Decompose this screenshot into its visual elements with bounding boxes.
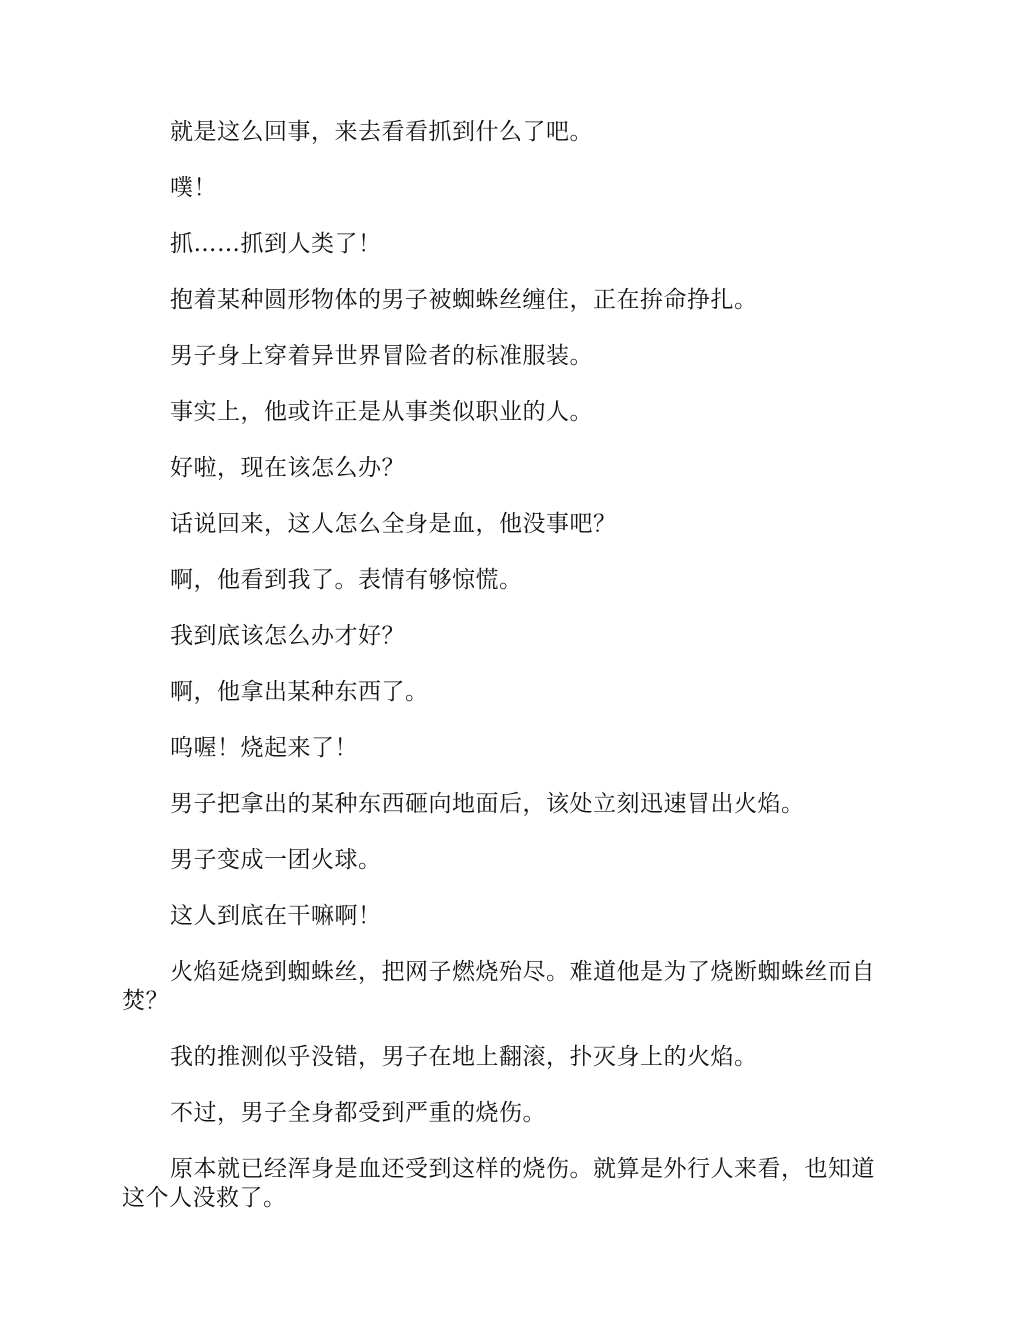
document-page	[122, 118, 898, 1240]
paragraph: 抱着某种圆形物体的男子被蜘蛛丝缠住，正在拚命挣扎。	[170, 287, 758, 313]
paragraph: 话说回来，这人怎么全身是血，他没事吧？	[170, 511, 617, 537]
paragraph: 呜喔！烧起来了！	[170, 735, 358, 761]
paragraph: 我的推测似乎没错，男子在地上翻滚，扑灭身上的火焰。	[170, 1044, 758, 1070]
paragraph: 火焰延烧到蜘蛛丝，把网子燃烧殆尽。难道他是为了烧断蜘蛛丝而自焚？	[122, 959, 875, 1014]
paragraph: 原本就已经浑身是血还受到这样的烧伤。就算是外行人来看，也知道这个人没救了。	[122, 1156, 875, 1211]
paragraph: 好啦，现在该怎么办？	[170, 455, 405, 481]
paragraph: 男子变成一团火球。	[170, 847, 382, 873]
paragraph: 就是这么回事，来去看看抓到什么了吧。	[170, 119, 593, 145]
paragraph: 噗！	[170, 175, 217, 201]
paragraph: 不过，男子全身都受到严重的烧伤。	[170, 1100, 546, 1126]
paragraph: 事实上，他或许正是从事类似职业的人。	[170, 399, 593, 425]
paragraph: 男子身上穿着异世界冒险者的标准服装。	[170, 343, 593, 369]
paragraph: 我到底该怎么办才好？	[170, 623, 405, 649]
paragraph: 男子把拿出的某种东西砸向地面后，该处立刻迅速冒出火焰。	[170, 791, 805, 817]
paragraph: 抓……抓到人类了！	[170, 231, 382, 257]
paragraph: 啊，他拿出某种东西了。	[170, 679, 429, 705]
paragraph: 这人到底在干嘛啊！	[170, 903, 382, 929]
paragraph: 啊，他看到我了。表情有够惊慌。	[170, 567, 523, 593]
